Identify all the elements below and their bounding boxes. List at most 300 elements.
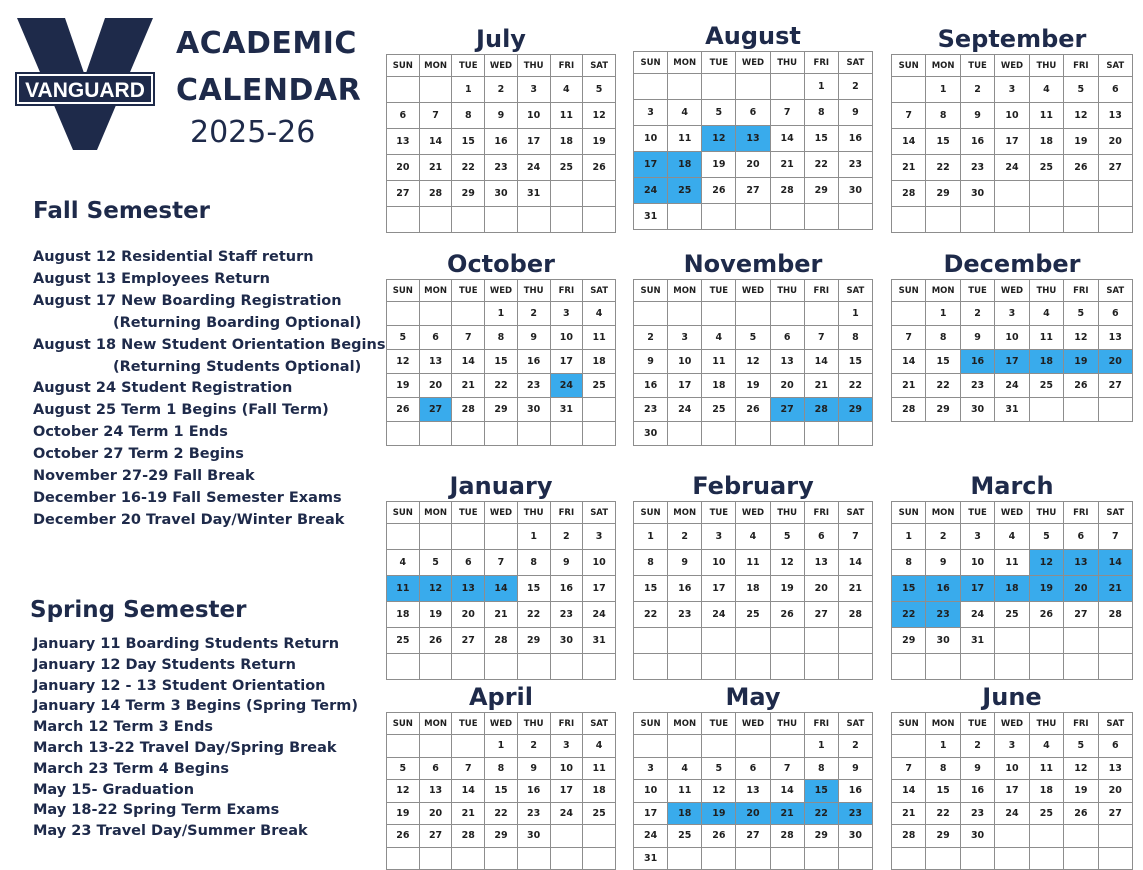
day-cell: 2: [838, 735, 872, 758]
month-grid: [386, 279, 616, 446]
day-cell: 14: [892, 350, 926, 374]
day-cell: 15: [804, 780, 838, 803]
spring-event: March 12 Term 3 Ends: [33, 719, 214, 736]
day-cell: 3: [995, 302, 1029, 326]
day-cell: 19: [1029, 576, 1063, 602]
weekday-header: SUN: [634, 502, 668, 524]
empty-cell: [702, 422, 736, 446]
day-cell: 29: [804, 825, 838, 848]
day-cell: 10: [668, 350, 702, 374]
day-cell: 9: [634, 350, 668, 374]
day-cell: 26: [387, 825, 420, 848]
day-cell: 19: [583, 129, 616, 155]
day-cell: 7: [485, 550, 518, 576]
day-cell: 19: [387, 802, 420, 825]
day-cell: 27: [736, 825, 770, 848]
day-cell: 26: [1029, 602, 1063, 628]
day-cell: 2: [960, 735, 994, 758]
day-cell: 16: [517, 350, 550, 374]
day-cell: 2: [668, 524, 702, 550]
empty-cell: [960, 847, 994, 870]
day-cell: 17: [668, 374, 702, 398]
fall-event: August 25 Term 1 Begins (Fall Term): [33, 402, 329, 419]
day-cell: 25: [736, 602, 770, 628]
day-cell: 9: [838, 100, 872, 126]
empty-cell: [702, 74, 736, 100]
weekday-header: FRI: [804, 502, 838, 524]
day-cell: 6: [387, 103, 420, 129]
day-cell: 18: [668, 152, 702, 178]
day-cell: 12: [1064, 326, 1098, 350]
day-cell: 12: [1029, 550, 1063, 576]
empty-cell: [1098, 628, 1132, 654]
vanguard-logo: [15, 14, 155, 154]
fall-event: October 27 Term 2 Begins: [33, 446, 244, 463]
day-cell: 10: [995, 757, 1029, 780]
day-cell: 7: [1098, 524, 1132, 550]
day-cell: 30: [960, 825, 994, 848]
weekday-header: SAT: [838, 52, 872, 74]
day-cell: 1: [804, 74, 838, 100]
weekday-header: MON: [668, 502, 702, 524]
month-name: September: [937, 25, 1087, 53]
day-cell: 14: [892, 780, 926, 803]
day-cell: 21: [892, 374, 926, 398]
day-cell: 17: [550, 780, 583, 803]
day-cell: 21: [419, 155, 452, 181]
empty-cell: [838, 422, 872, 446]
empty-cell: [804, 422, 838, 446]
day-cell: 24: [668, 398, 702, 422]
day-cell: 21: [452, 802, 485, 825]
day-cell: 30: [550, 628, 583, 654]
weekday-header: THU: [770, 280, 804, 302]
weekday-header: WED: [485, 713, 518, 735]
day-cell: 1: [892, 524, 926, 550]
empty-cell: [770, 422, 804, 446]
empty-cell: [770, 204, 804, 230]
day-cell: 18: [995, 576, 1029, 602]
day-cell: 12: [1064, 757, 1098, 780]
empty-cell: [485, 422, 518, 446]
day-cell: 12: [1064, 103, 1098, 129]
weekday-header: FRI: [550, 280, 583, 302]
day-cell: 22: [838, 374, 872, 398]
day-cell: 8: [485, 326, 518, 350]
day-cell: 17: [583, 576, 616, 602]
day-cell: 17: [550, 350, 583, 374]
day-cell: 29: [452, 181, 485, 207]
weekday-header: WED: [485, 55, 518, 77]
day-cell: 2: [517, 302, 550, 326]
empty-cell: [634, 74, 668, 100]
day-cell: 16: [838, 780, 872, 803]
weekday-header: WED: [995, 280, 1029, 302]
day-cell: 3: [550, 302, 583, 326]
day-cell: 26: [770, 602, 804, 628]
empty-cell: [419, 207, 452, 233]
day-cell: 5: [702, 100, 736, 126]
weekday-header: MON: [419, 280, 452, 302]
day-cell: 26: [736, 398, 770, 422]
empty-cell: [419, 735, 452, 758]
day-cell: 24: [995, 155, 1029, 181]
day-cell: 8: [485, 757, 518, 780]
fall-events-list: [33, 247, 385, 532]
day-cell: 27: [419, 825, 452, 848]
month-name: November: [683, 250, 823, 278]
day-cell: 18: [1029, 129, 1063, 155]
day-cell: 18: [668, 802, 702, 825]
weekday-header: TUE: [702, 52, 736, 74]
empty-cell: [452, 847, 485, 870]
day-cell: 29: [926, 398, 960, 422]
day-cell: 4: [1029, 735, 1063, 758]
empty-cell: [804, 628, 838, 654]
month-grid: [633, 712, 873, 870]
day-cell: 23: [517, 802, 550, 825]
weekday-header: TUE: [452, 502, 485, 524]
day-cell: 24: [634, 825, 668, 848]
empty-cell: [770, 628, 804, 654]
month-name: May: [725, 683, 781, 711]
day-cell: 24: [550, 802, 583, 825]
weekday-header: FRI: [1064, 502, 1098, 524]
day-cell: 5: [1064, 735, 1098, 758]
day-cell: 7: [770, 100, 804, 126]
empty-cell: [892, 735, 926, 758]
day-cell: 21: [485, 602, 518, 628]
empty-cell: [736, 422, 770, 446]
empty-cell: [995, 825, 1029, 848]
day-cell: 1: [838, 302, 872, 326]
day-cell: 1: [517, 524, 550, 550]
weekday-header: WED: [736, 52, 770, 74]
day-cell: 25: [702, 398, 736, 422]
empty-cell: [583, 825, 616, 848]
day-cell: 14: [892, 129, 926, 155]
empty-cell: [838, 204, 872, 230]
month-calendar-october: [386, 250, 616, 446]
day-cell: 26: [702, 825, 736, 848]
day-cell: 13: [1064, 550, 1098, 576]
weekday-header: THU: [770, 52, 804, 74]
empty-cell: [419, 524, 452, 550]
day-cell: 14: [452, 350, 485, 374]
empty-cell: [634, 735, 668, 758]
empty-cell: [668, 847, 702, 870]
day-cell: 16: [960, 780, 994, 803]
day-cell: 26: [1064, 374, 1098, 398]
day-cell: 17: [517, 129, 550, 155]
empty-cell: [550, 207, 583, 233]
day-cell: 5: [1064, 302, 1098, 326]
day-cell: 25: [583, 802, 616, 825]
spring-event: January 11 Boarding Students Return: [33, 636, 340, 652]
day-cell: 30: [517, 825, 550, 848]
day-cell: 24: [960, 602, 994, 628]
day-cell: 7: [770, 757, 804, 780]
day-cell: 15: [926, 350, 960, 374]
day-cell: 23: [838, 802, 872, 825]
day-cell: 14: [804, 350, 838, 374]
fall-event: (Returning Students Optional): [113, 358, 362, 375]
month-calendar-august: [633, 22, 873, 230]
day-cell: 7: [892, 326, 926, 350]
weekday-header: MON: [926, 55, 960, 77]
day-cell: 30: [960, 398, 994, 422]
day-cell: 9: [926, 550, 960, 576]
day-cell: 19: [702, 802, 736, 825]
day-cell: 11: [583, 326, 616, 350]
day-cell: 8: [926, 757, 960, 780]
day-cell: 22: [926, 155, 960, 181]
day-cell: 30: [838, 178, 872, 204]
empty-cell: [517, 847, 550, 870]
day-cell: 27: [452, 628, 485, 654]
empty-cell: [892, 302, 926, 326]
empty-cell: [550, 825, 583, 848]
day-cell: 1: [926, 735, 960, 758]
day-cell: 11: [668, 780, 702, 803]
day-cell: 18: [387, 602, 420, 628]
day-cell: 13: [1098, 326, 1132, 350]
empty-cell: [452, 422, 485, 446]
empty-cell: [634, 302, 668, 326]
day-cell: 3: [634, 100, 668, 126]
weekday-header: TUE: [702, 502, 736, 524]
day-cell: 19: [1064, 350, 1098, 374]
day-cell: 23: [550, 602, 583, 628]
month-name: June: [982, 683, 1042, 711]
weekday-header: SAT: [583, 502, 616, 524]
day-cell: 12: [702, 780, 736, 803]
empty-cell: [387, 302, 420, 326]
month-calendar-february: [633, 472, 873, 680]
day-cell: 21: [838, 576, 872, 602]
day-cell: 20: [1098, 780, 1132, 803]
day-cell: 27: [1098, 155, 1132, 181]
weekday-header: MON: [419, 713, 452, 735]
day-cell: 27: [804, 602, 838, 628]
day-cell: 9: [550, 550, 583, 576]
spring-event: January 12 Day Students Return: [33, 656, 296, 673]
weekday-header: MON: [668, 280, 702, 302]
empty-cell: [485, 847, 518, 870]
day-cell: 27: [1098, 802, 1132, 825]
day-cell: 9: [517, 326, 550, 350]
day-cell: 6: [1064, 524, 1098, 550]
day-cell: 15: [485, 780, 518, 803]
month-grid: [891, 712, 1133, 870]
empty-cell: [736, 847, 770, 870]
day-cell: 23: [960, 155, 994, 181]
day-cell: 6: [736, 100, 770, 126]
day-cell: 10: [960, 550, 994, 576]
empty-cell: [804, 302, 838, 326]
day-cell: 9: [960, 757, 994, 780]
empty-cell: [960, 654, 994, 680]
empty-cell: [804, 654, 838, 680]
day-cell: 18: [550, 129, 583, 155]
spring-event: January 12 - 13 Student Orientation: [33, 677, 326, 694]
day-cell: 20: [452, 602, 485, 628]
day-cell: 12: [583, 103, 616, 129]
spring-event: January 14 Term 3 Begins (Spring Term): [33, 698, 358, 715]
day-cell: 3: [583, 524, 616, 550]
title-academic: ACADEMIC: [176, 26, 357, 61]
day-cell: 23: [960, 802, 994, 825]
empty-cell: [452, 302, 485, 326]
weekday-header: SAT: [838, 280, 872, 302]
day-cell: 22: [485, 374, 518, 398]
empty-cell: [668, 302, 702, 326]
day-cell: 30: [926, 628, 960, 654]
empty-cell: [736, 735, 770, 758]
fall-event: August 17 New Boarding Registration: [33, 292, 342, 309]
day-cell: 30: [485, 181, 518, 207]
day-cell: 10: [550, 326, 583, 350]
day-cell: 2: [634, 326, 668, 350]
weekday-header: FRI: [1064, 55, 1098, 77]
month-grid: [386, 501, 616, 680]
month-grid: [891, 54, 1133, 233]
day-cell: 25: [387, 628, 420, 654]
empty-cell: [452, 654, 485, 680]
day-cell: 21: [770, 152, 804, 178]
day-cell: 31: [634, 204, 668, 230]
empty-cell: [736, 302, 770, 326]
day-cell: 13: [1098, 757, 1132, 780]
empty-cell: [926, 654, 960, 680]
empty-cell: [1098, 207, 1132, 233]
month-name: February: [692, 472, 814, 500]
day-cell: 1: [804, 735, 838, 758]
weekday-header: THU: [1029, 713, 1063, 735]
empty-cell: [485, 207, 518, 233]
day-cell: 25: [1029, 802, 1063, 825]
day-cell: 16: [550, 576, 583, 602]
day-cell: 11: [736, 550, 770, 576]
month-calendar-january: [386, 472, 616, 680]
weekday-header: SAT: [1098, 502, 1132, 524]
weekday-header: WED: [736, 280, 770, 302]
empty-cell: [583, 181, 616, 207]
day-cell: 10: [995, 326, 1029, 350]
day-cell: 2: [960, 302, 994, 326]
day-cell: 3: [634, 757, 668, 780]
day-cell: 21: [1098, 576, 1132, 602]
day-cell: 24: [550, 374, 583, 398]
empty-cell: [926, 847, 960, 870]
day-cell: 15: [838, 350, 872, 374]
empty-cell: [668, 74, 702, 100]
day-cell: 27: [387, 181, 420, 207]
day-cell: 4: [995, 524, 1029, 550]
month-name: October: [447, 250, 555, 278]
day-cell: 9: [960, 103, 994, 129]
day-cell: 28: [770, 825, 804, 848]
day-cell: 9: [960, 326, 994, 350]
day-cell: 26: [1064, 802, 1098, 825]
day-cell: 23: [960, 374, 994, 398]
weekday-header: THU: [1029, 280, 1063, 302]
empty-cell: [1029, 181, 1063, 207]
weekday-header: TUE: [702, 280, 736, 302]
day-cell: 18: [702, 374, 736, 398]
weekday-header: THU: [517, 280, 550, 302]
day-cell: 19: [387, 374, 420, 398]
day-cell: 25: [668, 825, 702, 848]
day-cell: 2: [960, 77, 994, 103]
day-cell: 12: [387, 780, 420, 803]
day-cell: 31: [583, 628, 616, 654]
month-name: August: [705, 22, 801, 50]
fall-event: August 18 New Student Orientation Begins: [33, 336, 386, 353]
day-cell: 14: [770, 780, 804, 803]
day-cell: 16: [634, 374, 668, 398]
day-cell: 29: [485, 398, 518, 422]
day-cell: 13: [770, 350, 804, 374]
day-cell: 19: [419, 602, 452, 628]
day-cell: 26: [583, 155, 616, 181]
day-cell: 5: [387, 757, 420, 780]
day-cell: 3: [995, 77, 1029, 103]
day-cell: 16: [668, 576, 702, 602]
day-cell: 27: [770, 398, 804, 422]
day-cell: 11: [668, 126, 702, 152]
day-cell: 18: [583, 350, 616, 374]
empty-cell: [995, 654, 1029, 680]
day-cell: 29: [517, 628, 550, 654]
day-cell: 4: [550, 77, 583, 103]
day-cell: 23: [668, 602, 702, 628]
day-cell: 28: [770, 178, 804, 204]
empty-cell: [1064, 825, 1098, 848]
day-cell: 6: [736, 757, 770, 780]
weekday-header: MON: [926, 713, 960, 735]
day-cell: 20: [387, 155, 420, 181]
day-cell: 19: [1064, 129, 1098, 155]
empty-cell: [387, 735, 420, 758]
day-cell: 12: [770, 550, 804, 576]
empty-cell: [668, 735, 702, 758]
day-cell: 7: [452, 326, 485, 350]
day-cell: 7: [892, 757, 926, 780]
day-cell: 26: [702, 178, 736, 204]
weekday-header: FRI: [550, 713, 583, 735]
day-cell: 14: [452, 780, 485, 803]
day-cell: 13: [387, 129, 420, 155]
month-calendar-march: [891, 472, 1133, 680]
weekday-header: MON: [419, 502, 452, 524]
weekday-header: SAT: [583, 280, 616, 302]
empty-cell: [804, 204, 838, 230]
day-cell: 22: [804, 152, 838, 178]
day-cell: 21: [770, 802, 804, 825]
weekday-header: WED: [995, 713, 1029, 735]
day-cell: 17: [634, 802, 668, 825]
day-cell: 17: [634, 152, 668, 178]
weekday-header: SUN: [892, 502, 926, 524]
weekday-header: SUN: [387, 502, 420, 524]
day-cell: 19: [1064, 780, 1098, 803]
day-cell: 22: [485, 802, 518, 825]
day-cell: 8: [926, 326, 960, 350]
fall-event: October 24 Term 1 Ends: [33, 424, 228, 441]
empty-cell: [1098, 825, 1132, 848]
day-cell: 15: [634, 576, 668, 602]
